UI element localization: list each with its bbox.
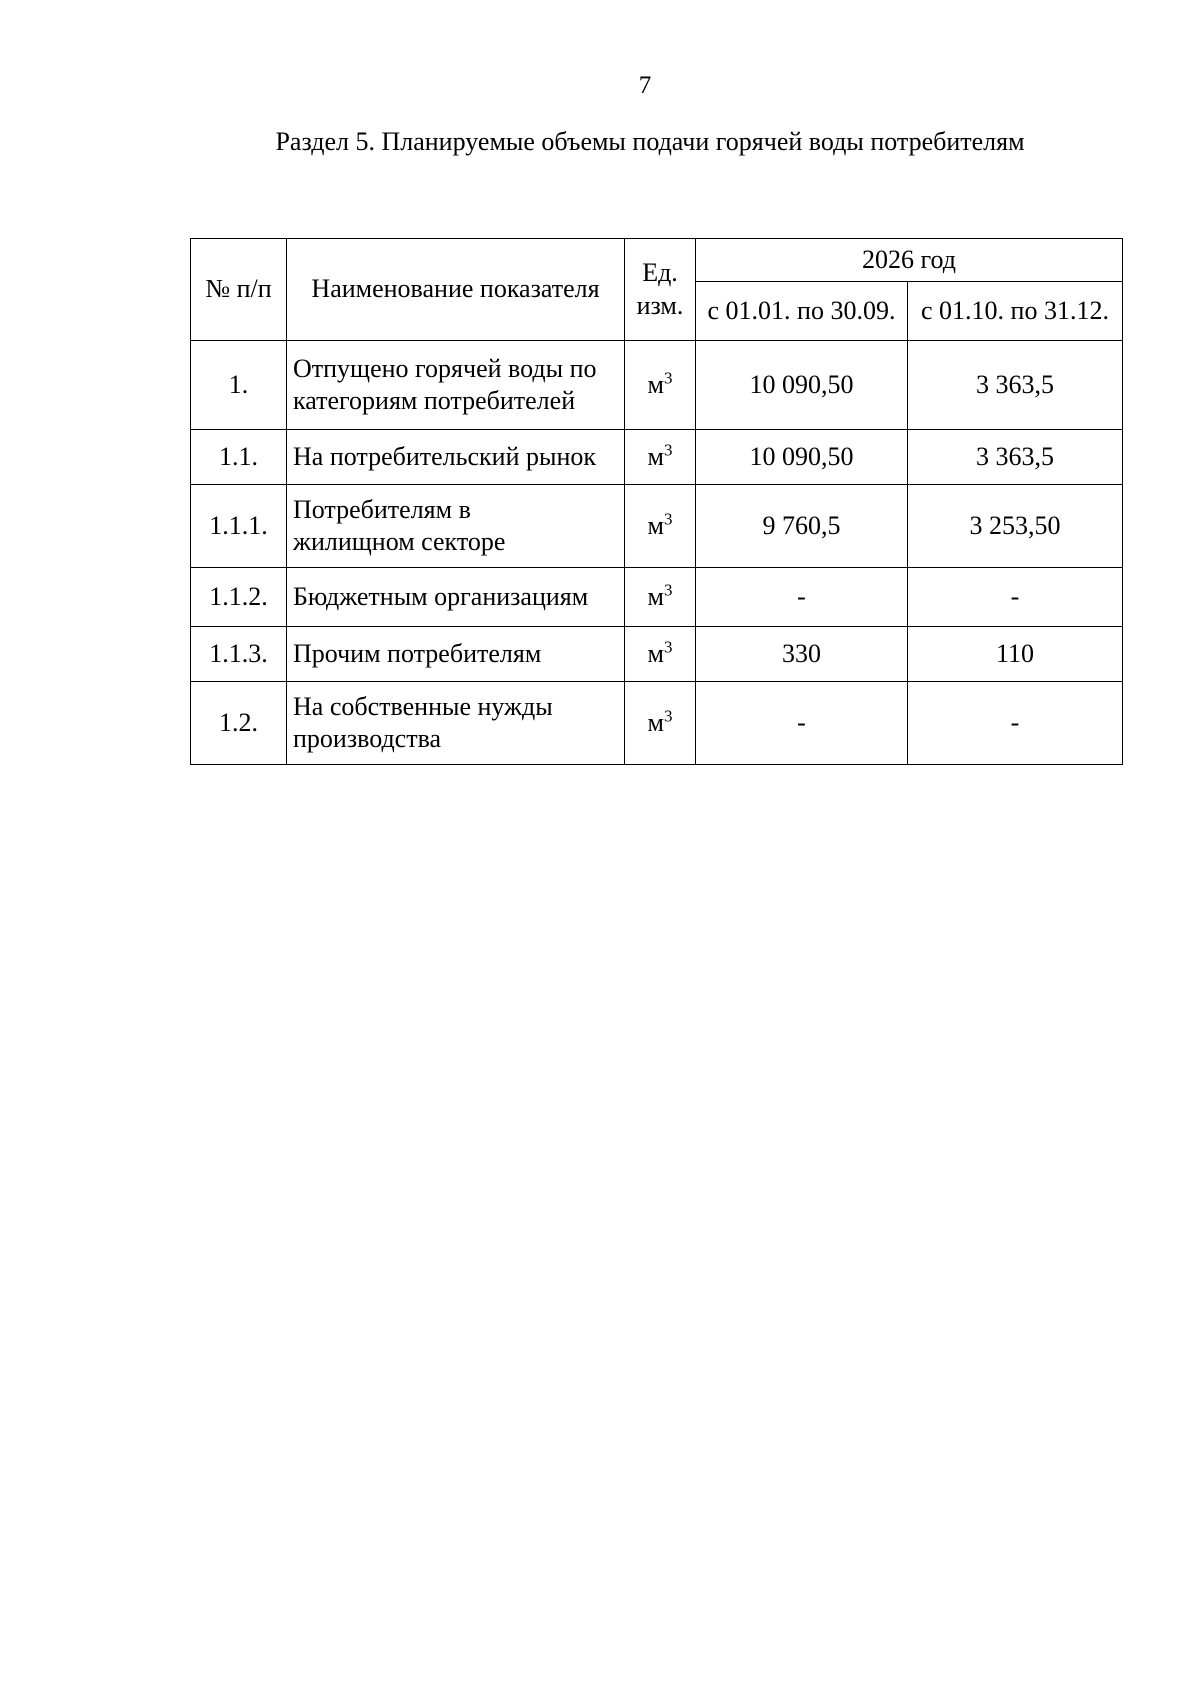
table-header-row (191, 239, 1123, 282)
row-period-1: 10 090,50 (696, 341, 908, 430)
row-unit (625, 568, 696, 627)
row-name: Отпущено горячей воды по категориям потребителей (287, 341, 625, 430)
table-row (191, 627, 1123, 682)
header-num: № п/п (191, 239, 287, 341)
row-period-2: 3 363,5 (908, 430, 1123, 485)
unit-base: м (647, 369, 664, 399)
row-num: 1.1.3. (191, 627, 287, 682)
header-period-1: с 01.01. по 30.09. (696, 282, 908, 341)
row-period-2: 3 253,50 (908, 485, 1123, 568)
unit-exponent: 3 (663, 509, 673, 529)
unit-base: м (647, 441, 664, 471)
table-row (191, 485, 1123, 568)
row-unit (625, 430, 696, 485)
row-name: На собственные нужды производства (287, 682, 625, 765)
row-period-2: 3 363,5 (908, 341, 1123, 430)
header-name: Наименование показателя (287, 239, 625, 341)
row-period-1: 9 760,5 (696, 485, 908, 568)
header-unit: Ед. изм. (625, 239, 696, 341)
row-num: 1. (191, 341, 287, 430)
row-name: Прочим потребителям (287, 627, 625, 682)
unit-base: м (647, 707, 664, 737)
row-unit (625, 682, 696, 765)
unit-base: м (647, 638, 664, 668)
row-num: 1.2. (191, 682, 287, 765)
page-number: 7 (638, 72, 652, 99)
row-unit (625, 627, 696, 682)
section-title: Раздел 5. Планируемые объемы подачи горячей воды потребителям (275, 127, 1025, 156)
row-unit (625, 341, 696, 430)
table-row (191, 341, 1123, 430)
unit-exponent: 3 (663, 368, 673, 388)
unit-exponent: 3 (663, 580, 673, 600)
unit-base: м (647, 510, 664, 540)
row-name: На потребительский рынок (287, 430, 625, 485)
row-name: Потребителям в жилищном секторе (287, 485, 625, 568)
unit-base: м (647, 581, 664, 611)
hot-water-volume-table (190, 238, 1123, 765)
row-name: Бюджетным организациям (287, 568, 625, 627)
unit-exponent: 3 (663, 440, 673, 460)
unit-exponent: 3 (663, 637, 673, 657)
row-period-1: 330 (696, 627, 908, 682)
table-row (191, 568, 1123, 627)
header-period-2: с 01.10. по 31.12. (908, 282, 1123, 341)
table-row (191, 682, 1123, 765)
unit-exponent: 3 (663, 706, 673, 726)
header-year: 2026 год (696, 239, 1123, 282)
row-period-2: - (908, 682, 1123, 765)
row-period-2: - (908, 568, 1123, 627)
row-unit (625, 485, 696, 568)
row-num: 1.1.1. (191, 485, 287, 568)
row-num: 1.1. (191, 430, 287, 485)
row-period-1: 10 090,50 (696, 430, 908, 485)
row-period-1: - (696, 568, 908, 627)
table-row (191, 430, 1123, 485)
row-period-1: - (696, 682, 908, 765)
row-period-2: 110 (908, 627, 1123, 682)
row-num: 1.1.2. (191, 568, 287, 627)
